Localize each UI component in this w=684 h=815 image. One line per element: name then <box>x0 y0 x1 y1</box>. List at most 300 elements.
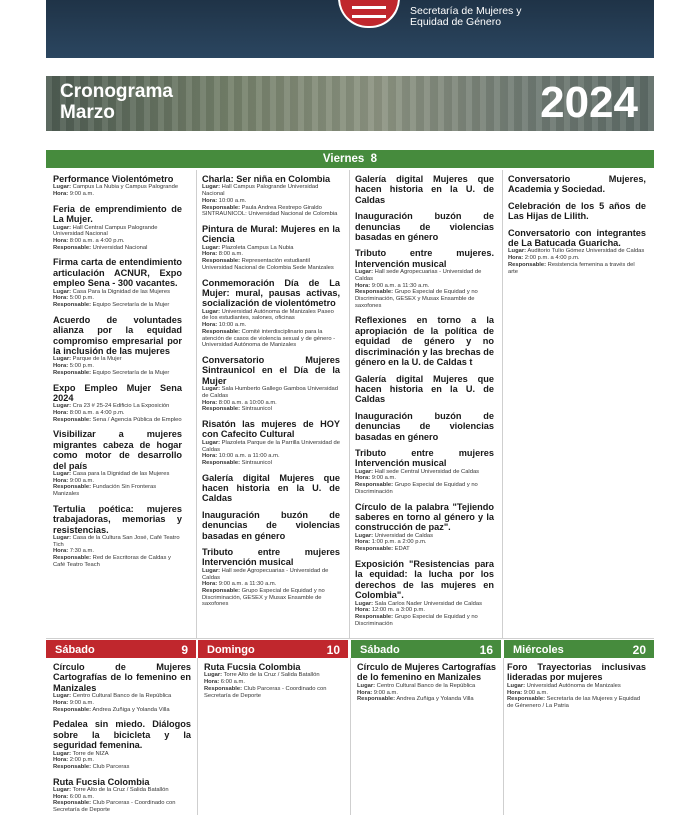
event-detail-label: Responsable: <box>202 588 241 594</box>
event-detail-label: Responsable: <box>507 696 546 703</box>
event-detail-value: Auditorio Tulio Gómez Universidad de Caldas <box>527 248 645 255</box>
event-detail-line <box>53 363 182 370</box>
event-item <box>202 419 340 467</box>
event-detail-line <box>202 588 340 608</box>
secretaria-name <box>410 6 521 28</box>
event-detail-value: Equipo Secretaría de la Mujer <box>92 369 170 376</box>
day-name: Sábado <box>360 644 400 656</box>
event-detail-label: Responsable: <box>53 763 92 770</box>
event-item <box>357 662 496 703</box>
event-detail-label: Hora: <box>204 679 220 686</box>
event-item <box>355 174 494 205</box>
event-detail-line <box>355 482 494 495</box>
event-detail-line <box>507 690 646 697</box>
event-detail-line <box>202 440 340 453</box>
event-detail-line <box>53 757 191 764</box>
event-detail-line <box>53 417 182 424</box>
event-detail-value: Club Parceras - Coordinado con Secretaría de Deporte <box>53 800 176 814</box>
event-detail-value: Torre Alto de la Cruz / Salida Batallón <box>223 672 320 679</box>
event-detail-value: Centro Cultural Banco de la República <box>72 693 172 700</box>
event-detail-value: Equipo Secretaría de la Mujer <box>92 302 170 309</box>
event-title: Círculo de la palabra "Tejiendo saberes en torno al género y la construcción de paz". <box>355 501 494 533</box>
event-detail-value: 2:00 p.m. a 4:00 p.m. <box>524 255 580 262</box>
event-title: Reflexiones en torno a la apropiación de la política de equidad de género y no discriminación y las brechas de género en la U. de Caldas t <box>355 315 494 368</box>
event-detail-line <box>202 245 340 252</box>
event-detail-label: Hora: <box>53 295 69 302</box>
event-detail-value: 10:00 a.m. <box>218 322 247 329</box>
event-detail-value: 8:00 a.m. <box>218 251 243 258</box>
event-detail-label: Hora: <box>507 689 523 696</box>
event-detail-value: Paula Andrea Restrepo Giraldo SINTRAUNICOL: Universidad Nacional de Colombia <box>202 204 338 218</box>
event-detail-label: Responsable: <box>202 328 241 335</box>
event-detail-value: 8:00 a.m. a 4:00 p.m. <box>69 410 125 417</box>
event-detail-label: Hora: <box>355 282 371 289</box>
event-detail-value: 9:00 a.m. <box>69 191 94 198</box>
event-item <box>53 315 182 377</box>
event-detail-label: Lugar: <box>204 672 223 679</box>
event-detail-line <box>53 289 182 296</box>
event-detail-value: 1:00 p.m. a 2:00 p.m. <box>371 539 427 546</box>
event-detail-label: Hora: <box>202 581 218 588</box>
event-item <box>202 278 340 349</box>
event-item <box>355 211 494 242</box>
viernes-column-2 <box>202 174 340 614</box>
event-detail-line <box>202 460 340 467</box>
event-title: Conversatorio Mujeres, Academia y Sociedad. <box>508 174 646 195</box>
event-title: Pedalea sin miedo. Diálogos sobre la bicicleta y la seguridad femenina. <box>53 719 191 751</box>
day-number: 20 <box>632 643 646 657</box>
event-title: Inauguración buzón de denuncias de violencias basadas en género <box>202 509 340 541</box>
event-item <box>508 201 646 222</box>
event-detail-value: Representación estudiantil Universidad Nacional de Colombia Sede Manizales <box>202 258 334 271</box>
event-detail-line <box>355 607 494 614</box>
event-detail-line <box>202 309 340 322</box>
event-detail-value: 8:00 a.m. a 10:00 a.m. <box>218 399 277 406</box>
banner-title-line-2: Marzo <box>60 102 115 123</box>
event-detail-line <box>355 475 494 482</box>
event-item <box>53 257 182 308</box>
event-detail-line <box>53 700 191 707</box>
event-title: Tributo entre mujeres. Intervención musical <box>355 248 494 269</box>
event-detail-line <box>355 533 494 540</box>
event-detail-value: 5:00 p.m. <box>69 295 94 302</box>
event-title: Expo Empleo Mujer Sena 2024 <box>53 382 182 403</box>
event-item <box>53 383 182 424</box>
event-detail-label: Lugar: <box>53 288 72 295</box>
event-detail-value: Casa de la Cultura San José, Café Teatro Tich <box>53 535 180 548</box>
event-title: Visibilizar a mujeres migrantes cabeza de hogar como motor de desarrollo del país <box>53 429 182 471</box>
viernes-column-3 <box>355 174 494 633</box>
event-detail-line <box>53 535 182 548</box>
event-item <box>202 510 340 541</box>
day-name: Domingo <box>207 644 255 656</box>
event-detail-value: Parque de la Mujer <box>72 356 122 363</box>
event-detail-line <box>53 787 191 794</box>
event-detail-value: Andrea Zuñiga y Yolanda Villa <box>92 706 170 713</box>
event-detail-line <box>53 295 182 302</box>
event-detail-label: Hora: <box>508 255 524 262</box>
viernes-column-4 <box>508 174 646 281</box>
day-header-sabado-9 <box>46 640 196 658</box>
event-detail-line <box>53 403 182 410</box>
event-detail-label: Lugar: <box>202 244 221 251</box>
event-detail-value: Torre Alto de la Cruz / Salida Batallón <box>72 787 169 794</box>
event-detail-label: Hora: <box>355 539 371 546</box>
event-item <box>355 248 494 309</box>
event-detail-value: 10:00 a.m. a 11:00 a.m. <box>218 453 280 460</box>
event-detail-value: Hall Central Campus Palogrande Universidad Nacional <box>53 224 158 238</box>
event-detail-value: 6:00 a.m. <box>220 679 245 686</box>
event-detail-value: Andrea Zuñiga y Yolanda Villa <box>396 696 474 703</box>
event-detail-label: Responsable: <box>53 706 92 713</box>
event-detail-label: Responsable: <box>53 302 92 309</box>
event-detail-value: Hall sede Central Universidad de Caldas <box>374 468 480 475</box>
event-item <box>355 448 494 496</box>
day-header-sabado-16 <box>351 640 501 658</box>
event-detail-line <box>355 269 494 282</box>
event-detail-label: Lugar: <box>53 356 72 363</box>
event-title: Conmemoración Día de La Mujer: mural, pausas activas, socialización de violentómetro <box>202 277 340 309</box>
day-name: Sábado <box>55 644 95 656</box>
event-title: Risatón las mujeres de HOY con Cafecito Cultural <box>202 419 340 440</box>
event-detail-line <box>53 548 182 555</box>
bottom-column-1 <box>53 662 191 815</box>
event-item <box>53 777 191 814</box>
event-title: Ruta Fucsia Colombia <box>204 662 301 672</box>
event-detail-label: Responsable: <box>355 613 394 620</box>
event-detail-line <box>202 329 340 349</box>
day-number: 8 <box>370 153 378 165</box>
event-title: Conversatorio Mujeres Sintraunicol en el Día de la Mujer <box>202 354 340 386</box>
event-detail-label: Responsable: <box>53 416 92 423</box>
event-detail-line <box>202 581 340 588</box>
day-number: 10 <box>326 643 340 657</box>
event-detail-value: Sena / Agencia Pública de Empleo <box>92 416 182 423</box>
event-item <box>355 411 494 442</box>
event-item <box>202 473 340 504</box>
event-title: Charla: Ser niña en Colombia <box>202 174 331 184</box>
event-detail-line <box>53 245 182 252</box>
event-detail-value: 5:00 p.m. <box>69 363 94 370</box>
bottom-column-4 <box>507 662 646 716</box>
day-name: Viernes <box>322 153 365 165</box>
event-item <box>355 374 494 405</box>
event-title: Conversatorio con integrantes de La Batucada Guaricha. <box>508 227 646 249</box>
event-detail-value: 6:00 a.m. <box>69 793 94 800</box>
event-detail-label: Responsable: <box>202 459 241 466</box>
event-detail-line <box>204 679 342 686</box>
event-detail-label: Hora: <box>202 399 218 406</box>
event-detail-value: Sintraunicol <box>241 406 272 413</box>
event-detail-label: Lugar: <box>202 567 221 574</box>
event-detail-value: Sala Humberto Gallego Gamboa Universidad de Caldas <box>202 386 338 399</box>
event-detail-value: 12:00 m. a 3:00 p.m. <box>371 607 425 614</box>
event-item <box>53 204 182 252</box>
event-detail-value: Universidad Nacional <box>92 244 148 251</box>
event-detail-label: Responsable: <box>202 204 241 211</box>
event-detail-line <box>53 751 191 758</box>
event-item <box>53 174 182 198</box>
event-detail-label: Hora: <box>53 757 69 764</box>
event-detail-value: Universidad Autónoma de Manizales <box>526 682 621 689</box>
event-detail-value: Secretaría de las Mujeres y Equidad de Génenero / La Patria <box>507 696 641 709</box>
banner <box>46 76 654 131</box>
event-title: Círculo de Mujeres Cartografías de lo femenino en Manizales <box>357 662 496 683</box>
event-detail-value: 9:00 a.m. <box>69 699 94 706</box>
day-header-miercoles-20 <box>504 640 654 658</box>
event-detail-line <box>508 262 646 275</box>
event-item <box>202 174 340 218</box>
event-detail-line <box>53 410 182 417</box>
event-title: Pintura de Mural: Mujeres en la Ciencia <box>202 223 340 245</box>
event-detail-line <box>202 184 340 197</box>
event-detail-label: Lugar: <box>202 308 221 315</box>
event-detail-label: Responsable: <box>202 258 241 265</box>
event-detail-value: Hall sede Agropecuarias - Universidad de Caldas <box>355 269 482 282</box>
day-header-label <box>46 153 654 165</box>
event-detail-line <box>202 568 340 581</box>
event-detail-label: Hora: <box>202 322 218 329</box>
event-detail-line <box>204 672 342 679</box>
secretaria-line-1: Secretaría de Mujeres y <box>410 5 522 17</box>
event-detail-value: Red de Escritoras de Caldas y Café Teatro Teach <box>53 555 171 568</box>
event-detail-value: Casa Para la Dignidad de las Mujeres <box>72 288 170 295</box>
event-detail-label: Hora: <box>202 251 218 258</box>
event-detail-label: Lugar: <box>53 224 72 231</box>
event-detail-value: Universidad de Caldas <box>374 532 433 539</box>
event-detail-label: Responsable: <box>204 685 243 692</box>
event-detail-value: Sala Carlos Nader Universidad de Caldas <box>374 600 482 607</box>
event-detail-line <box>508 248 646 255</box>
event-detail-label: Responsable: <box>357 696 396 703</box>
event-item <box>204 662 342 699</box>
day-number: 16 <box>479 643 493 657</box>
event-detail-line <box>202 198 340 205</box>
event-title: Tributo entre mujeres Intervención musical <box>202 547 340 568</box>
event-detail-line <box>357 683 496 690</box>
event-detail-line <box>202 400 340 407</box>
banner-year: 2024 <box>540 78 638 127</box>
event-detail-line <box>202 205 340 218</box>
event-detail-value: 9:00 a.m. <box>371 475 396 482</box>
event-detail-label: Hora: <box>355 475 371 482</box>
event-detail-label: Hora: <box>53 699 69 706</box>
event-item <box>355 315 494 367</box>
event-detail-value: EDAT <box>394 546 410 553</box>
event-detail-value: Club Parceras <box>92 763 130 770</box>
event-detail-line <box>53 370 182 377</box>
banner-title <box>60 81 173 123</box>
event-detail-label: Responsable: <box>53 555 92 562</box>
event-title: Inauguración buzón de denuncias de violencias basadas en género <box>355 410 494 442</box>
event-detail-line <box>355 614 494 627</box>
event-detail-label: Lugar: <box>53 787 72 794</box>
event-detail-value: Grupo Especial de Equidad y no Discriminación <box>355 613 478 627</box>
event-detail-line <box>53 693 191 700</box>
event-item <box>53 504 182 569</box>
event-detail-label: Lugar: <box>53 471 72 478</box>
event-detail-value: 9:00 a.m. <box>69 477 94 484</box>
event-title: Feria de emprendimiento de La Mujer. <box>53 203 182 225</box>
event-detail-line <box>53 302 182 309</box>
event-detail-label: Responsable: <box>355 546 394 553</box>
event-title: Firma carta de entendimiento articulación ACNUR, Expo empleo Sena - 300 vacantes. <box>53 257 182 289</box>
top-header <box>46 0 654 58</box>
event-detail-line <box>202 453 340 460</box>
event-detail-value: Club Parceras - Coordinado con Secretaría de Deporte <box>204 685 327 699</box>
event-detail-value: 2:00 p.m. <box>69 757 94 764</box>
event-title: Tributo entre mujeres Intervención musical <box>355 447 494 469</box>
event-detail-label: Responsable: <box>53 484 92 491</box>
event-detail-line <box>202 258 340 271</box>
event-detail-label: Hora: <box>53 793 69 800</box>
event-detail-line <box>355 601 494 608</box>
event-item <box>507 662 646 710</box>
event-detail-label: Lugar: <box>53 535 72 542</box>
event-detail-label: Lugar: <box>357 682 376 689</box>
event-detail-line <box>53 238 182 245</box>
event-detail-label: Hora: <box>355 607 371 614</box>
event-detail-line <box>357 690 496 697</box>
event-item <box>202 547 340 608</box>
event-item <box>508 228 646 276</box>
event-detail-line <box>53 225 182 238</box>
event-detail-value: 8:00 a.m. a 4:00 p.m. <box>69 238 125 245</box>
event-detail-value: Cra 23 # 25-24 Edificio La Exposición <box>72 403 170 410</box>
event-detail-label: Lugar: <box>507 682 526 689</box>
event-detail-value: 9:00 a.m. a 11:30 a.m. <box>371 282 430 289</box>
event-detail-value: Comité interdisciplinario para la atención de casos de violencia sexual y de género - Universidad Autónoma de Manizales <box>202 328 336 349</box>
event-detail-label: Hora: <box>357 689 373 696</box>
event-title: Círculo de Mujeres Cartografías de lo femenino en Manizales <box>53 662 191 693</box>
event-detail-label: Lugar: <box>355 269 374 276</box>
event-detail-value: Resistencia femenina a través del arte <box>508 261 635 275</box>
event-title: Performance Violentómetro <box>53 174 174 184</box>
event-detail-line <box>53 356 182 363</box>
event-detail-value: Fundación Sin Fronteras Manizales <box>53 484 157 498</box>
event-detail-label: Hora: <box>53 191 69 198</box>
event-detail-value: Plazoleta Campus La Nubia <box>221 244 294 251</box>
event-title: Ruta Fucsia Colombia <box>53 776 150 787</box>
event-detail-value: Universidad Autónoma de Manizales Paseo de los estudiantes, salones, oficinas <box>202 308 334 322</box>
day-name: Miércoles <box>513 644 564 656</box>
event-detail-value: 7:30 a.m. <box>69 548 94 555</box>
event-title: Foro Trayectorias inclusivas lideradas por mujeres <box>507 662 646 683</box>
secretaria-line-2: Equidad de Género <box>410 16 502 28</box>
event-detail-line <box>53 794 191 801</box>
day-number: 9 <box>181 643 188 657</box>
event-detail-value: Hall sede Agropecuarias - Universidad de Caldas <box>202 567 329 581</box>
event-detail-label: Responsable: <box>202 406 241 413</box>
event-detail-value: Grupo Especial de Equidad y no Discriminación, GESEX y Musax Ensamble de saxofones <box>355 289 478 309</box>
event-detail-line <box>355 539 494 546</box>
day-header-domingo-10 <box>198 640 348 658</box>
event-item <box>202 355 340 413</box>
event-detail-value: Torre de NIZA <box>72 750 109 757</box>
bottom-column-2 <box>204 662 342 705</box>
event-detail-value: 9:00 a.m. <box>523 689 548 696</box>
day-header-viernes <box>46 150 654 168</box>
event-detail-value: Casa para la Dignidad de las Mujeres <box>72 471 170 478</box>
event-detail-line <box>355 289 494 309</box>
event-detail-line <box>202 322 340 329</box>
event-detail-label: Responsable: <box>53 800 92 807</box>
event-item <box>53 662 191 713</box>
event-detail-line <box>53 764 191 771</box>
viernes-column-1 <box>53 174 182 575</box>
event-detail-value: Centro Cultural Banco de la República <box>376 682 476 689</box>
event-detail-label: Lugar: <box>202 184 221 191</box>
event-detail-line <box>204 686 342 699</box>
event-detail-label: Lugar: <box>53 750 72 757</box>
event-detail-line <box>507 683 646 690</box>
event-detail-label: Hora: <box>53 410 69 417</box>
event-detail-line <box>202 386 340 399</box>
event-detail-label: Lugar: <box>355 600 374 607</box>
event-detail-label: Lugar: <box>53 693 72 700</box>
event-item <box>508 174 646 195</box>
event-detail-label: Hora: <box>53 477 69 484</box>
event-title: Exposición "Resistencias para la equidad: la lucha por los derechos de las mujeres en Colombia". <box>355 558 494 601</box>
event-detail-value: 9:00 a.m. <box>373 689 398 696</box>
event-detail-line <box>507 696 646 709</box>
event-detail-label: Lugar: <box>355 532 374 539</box>
event-detail-label: Hora: <box>53 238 69 245</box>
event-detail-line <box>202 251 340 258</box>
event-detail-value: Plazoleta Parque de la Parrilla Universidad de Caldas <box>202 439 340 453</box>
event-detail-label: Lugar: <box>53 403 72 410</box>
event-detail-label: Responsable: <box>53 369 92 376</box>
event-detail-value: Grupo Especial de Equidad y no Discriminación <box>355 482 478 495</box>
event-detail-value: Hall Campus Palogrande Universidad Nacional <box>202 184 319 198</box>
event-detail-label: Lugar: <box>355 468 374 475</box>
event-detail-label: Lugar: <box>508 248 527 255</box>
coat-of-arms-logo <box>338 0 400 28</box>
event-title: Tertulia poética: mujeres trabajadoras, memorias y resistencias. <box>53 503 182 535</box>
event-detail-label: Hora: <box>202 453 218 460</box>
event-detail-label: Hora: <box>53 548 69 555</box>
event-detail-line <box>53 471 182 478</box>
event-detail-line <box>508 255 646 262</box>
event-detail-label: Responsable: <box>355 482 394 489</box>
event-detail-line <box>53 555 182 568</box>
event-detail-line <box>355 469 494 476</box>
event-detail-label: Responsable: <box>53 244 92 251</box>
event-title: Inauguración buzón de denuncias de violencias basadas en género <box>355 211 494 243</box>
event-detail-value: Grupo Especial de Equidad y no Discriminación, GESEX y Musax Ensamble de saxofones <box>202 588 325 608</box>
event-detail-line <box>53 800 191 813</box>
event-title: Acuerdo de voluntades alianza por la equidad compromiso empresarial por la inclusión de las mujeres <box>53 314 182 356</box>
event-detail-label: Hora: <box>202 197 218 204</box>
event-detail-label: Lugar: <box>202 439 221 446</box>
event-title: Galería digital Mujeres que hacen historia en la U. de Caldas <box>355 373 494 405</box>
event-detail-line <box>357 696 496 703</box>
event-detail-value: 9:00 a.m. a 11:30 a.m. <box>218 581 277 588</box>
event-detail-line <box>53 707 191 714</box>
event-detail-value: Sintraunicol <box>241 459 272 466</box>
event-detail-label: Responsable: <box>508 261 547 268</box>
event-detail-label: Lugar: <box>202 386 221 393</box>
event-detail-label: Responsable: <box>355 289 394 296</box>
event-item <box>53 719 191 770</box>
event-item <box>53 429 182 497</box>
bottom-column-3 <box>357 662 496 709</box>
event-item <box>202 224 340 272</box>
event-detail-line <box>355 283 494 290</box>
event-detail-label: Hora: <box>53 363 69 370</box>
event-detail-line <box>202 406 340 413</box>
event-title: Galería digital Mujeres que hacen historia en la U. de Caldas <box>202 472 340 504</box>
